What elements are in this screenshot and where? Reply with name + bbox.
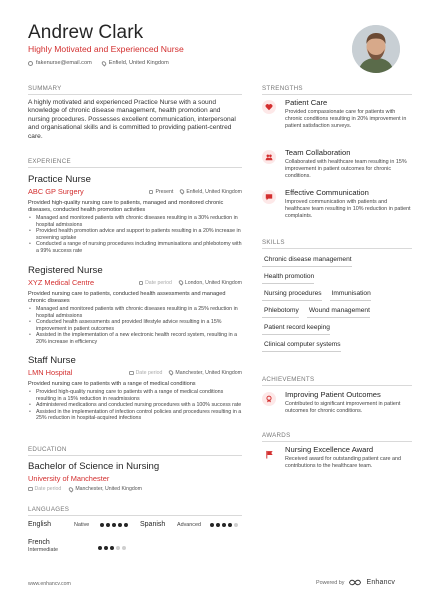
- location-pin-icon: [179, 189, 185, 195]
- strengths-divider: [262, 94, 412, 95]
- language-item: [28, 521, 128, 528]
- calendar-icon: [139, 281, 144, 286]
- calendar-icon: [149, 190, 154, 195]
- skill-tag: Clinical computer systems: [262, 339, 341, 352]
- skill-tag: Wound management: [307, 305, 370, 318]
- awards-divider: [262, 441, 412, 442]
- company-name: LMN Hospital: [28, 368, 73, 377]
- candidate-name: Andrew Clark: [28, 22, 144, 43]
- skill-tag: Nursing procedures: [262, 288, 322, 301]
- skill-tag: Immunisation: [330, 288, 371, 301]
- contact-line: [28, 60, 169, 66]
- job-bullets: [28, 389, 242, 422]
- school-name: University of Manchester: [28, 474, 110, 483]
- location-pin-icon: [178, 280, 184, 286]
- job-bullet: • Administered medications and conducted nursing procedures with a 100% success rate: [28, 402, 242, 409]
- email-icon: [28, 61, 33, 66]
- job-entry: [28, 174, 242, 255]
- skills-heading: SKILLS: [262, 239, 285, 246]
- rating-dot: [106, 523, 110, 527]
- flag-icon: [262, 447, 276, 461]
- award-item: [262, 445, 412, 470]
- location-text: Enfield, United Kingdom: [108, 60, 169, 66]
- rating-dot: [216, 523, 220, 527]
- strengths-heading: STRENGTHS: [262, 85, 303, 92]
- location-pin-icon: [68, 486, 74, 492]
- achievements-divider: [262, 385, 412, 386]
- rating-dot: [118, 523, 122, 527]
- skill-tag: Phlebotomy: [262, 305, 299, 318]
- rating-dot: [112, 523, 116, 527]
- job-description: Provided nursing care to patients with a range of medical conditions: [28, 381, 196, 387]
- calendar-icon: [129, 371, 134, 376]
- chat-icon: [262, 190, 276, 204]
- enhancv-logo-icon: [349, 579, 361, 586]
- rating-dot: [104, 546, 108, 550]
- rating-dot: [228, 523, 232, 527]
- job-description: Provided nursing care to patients, conducted health assessments and managed chronic diseases: [28, 291, 226, 304]
- rating-dot: [116, 546, 120, 550]
- job-bullet: • Conducted health assessments and provided lifestyle advice resulting in a 15% improvement in patient outcomes: [28, 319, 242, 332]
- award-icon: [262, 392, 276, 406]
- strength-title: Team Collaboration: [285, 148, 351, 157]
- achievement-title: Improving Patient Outcomes: [285, 390, 381, 399]
- skills-list: [262, 254, 412, 356]
- job-title: Registered Nurse: [28, 265, 103, 276]
- skill-tag: Chronic disease management: [262, 254, 352, 267]
- achievement-description: Contributed to significant improvement in patient outcomes for chronic conditions.: [285, 401, 401, 414]
- summary-text: A highly motivated and experienced Practice Nurse with a sound knowledge of chronic disease management, health promotion and nursing procedures. Possesses excellent communication, interpersonal and organisational skills and is committed to providing patient-centred care.: [28, 99, 236, 140]
- awards-heading: AWARDS: [262, 432, 291, 439]
- language-rating: [98, 546, 126, 550]
- skill-tag: Health promotion: [262, 271, 314, 284]
- job-bullets: [28, 306, 242, 346]
- award-title: Nursing Excellence Award: [285, 445, 374, 454]
- language-name: French: [28, 539, 50, 546]
- rating-dot: [124, 523, 128, 527]
- language-name: English: [28, 521, 51, 528]
- rating-dot: [222, 523, 226, 527]
- location-pin-icon: [168, 370, 174, 376]
- education-divider: [28, 455, 242, 456]
- language-item: [140, 521, 242, 528]
- rating-dot: [122, 546, 126, 550]
- award-description: Received award for outstanding patient care and contributions to the healthcare team.: [285, 456, 401, 469]
- education-heading: EDUCATION: [28, 446, 67, 453]
- job-description: Provided high-quality nursing care to patients, managed and monitored chronic diseases, conducted health promotion activities: [28, 200, 224, 213]
- languages-divider: [28, 515, 242, 516]
- job-bullet: • Managed and monitored patients with chronic diseases resulting in a 25% reduction in hospital admissions: [28, 306, 242, 319]
- strength-description: Improved communication with patients and healthcare team resulting in 10% reduction in patient complaints.: [285, 199, 411, 219]
- footer-website[interactable]: www.enhancv.com: [28, 581, 71, 587]
- degree-title: Bachelor of Science in Nursing: [28, 461, 160, 472]
- language-level: Intermediate: [28, 547, 58, 553]
- strength-title: Patient Care: [285, 98, 328, 107]
- language-name: Spanish: [140, 521, 166, 528]
- rating-dot: [100, 523, 104, 527]
- powered-by-text: Powered by: [316, 579, 345, 586]
- job-location: Enfield, United Kingdom: [180, 189, 242, 195]
- heart-icon: [262, 100, 276, 114]
- email-contact[interactable]: [28, 60, 92, 66]
- location-pin-icon: [101, 60, 107, 66]
- calendar-icon: [28, 487, 33, 492]
- strength-item: [262, 188, 412, 219]
- company-name: XYZ Medical Centre: [28, 278, 95, 287]
- job-bullet: • Conducted a range of nursing procedures including immunisations and phlebotomy with a 99% success rate: [28, 241, 242, 254]
- company-name: ABC GP Surgery: [28, 187, 84, 196]
- job-location: Manchester, United Kingdom: [169, 370, 242, 376]
- job-period: Present: [149, 189, 173, 195]
- achievement-item: [262, 390, 412, 415]
- experience-divider: [28, 167, 242, 168]
- job-period: Date period: [139, 280, 172, 286]
- education-location: Manchester, United Kingdom: [69, 486, 142, 492]
- job-bullets: [28, 215, 242, 255]
- education-meta: [28, 486, 142, 492]
- skill-tag: Patient record keeping: [262, 322, 330, 335]
- job-entry: [28, 265, 242, 346]
- job-bullet: • Provided health promotion advice and support to patients resulting in a 20% increase in screening uptake: [28, 228, 242, 241]
- rating-dot: [234, 523, 238, 527]
- email-text: fakenurse@email.com: [36, 60, 92, 66]
- strength-title: Effective Communication: [285, 188, 369, 197]
- rating-dot: [210, 523, 214, 527]
- job-location: London, United Kingdom: [179, 280, 242, 286]
- location-contact: [102, 60, 169, 66]
- job-bullet: • Assisted in the implementation of infection control policies and procedures resulting in a 25% reduction in hospital-acquired infections: [28, 409, 242, 422]
- job-bullet: • Managed and monitored patients with chronic diseases resulting in a 30% reduction in hospital admissions: [28, 215, 242, 228]
- job-bullet: • Assisted in the implementation of a new electronic health record system, resulting in a 20% increase in efficiency: [28, 332, 242, 345]
- avatar-portrait-icon: [352, 25, 400, 73]
- job-period: Date period: [129, 370, 162, 376]
- job-title: Practice Nurse: [28, 174, 91, 185]
- language-rating: [100, 523, 128, 527]
- education-period: Date period: [28, 486, 61, 492]
- strength-item: [262, 98, 412, 129]
- team-icon: [262, 150, 276, 164]
- rating-dot: [110, 546, 114, 550]
- language-rating: [210, 523, 238, 527]
- job-title: Staff Nurse: [28, 355, 76, 366]
- languages-heading: LANGUAGES: [28, 506, 70, 513]
- language-item: [28, 539, 128, 553]
- strength-item: [262, 148, 412, 179]
- skills-divider: [262, 248, 412, 249]
- summary-divider: [28, 94, 242, 95]
- strength-description: Collaborated with healthcare team resulting in 15% improvement in patient outcomes for chronic conditions.: [285, 159, 407, 179]
- rating-dot: [98, 546, 102, 550]
- language-level: Native: [74, 521, 90, 528]
- strength-description: Provided compassionate care for patients with chronic conditions resulting in 20% improvement in patient satisfaction surveys.: [285, 109, 407, 129]
- job-bullet: • Provided high-quality nursing care to patients with a range of medical conditions resulting in a 15% reduction in readmissions: [28, 389, 242, 402]
- summary-heading: SUMMARY: [28, 85, 62, 92]
- job-entry: [28, 355, 242, 422]
- language-level: Advanced: [177, 521, 201, 528]
- avatar: [352, 25, 400, 73]
- experience-heading: EXPERIENCE: [28, 158, 71, 165]
- achievements-heading: ACHIEVEMENTS: [262, 376, 315, 383]
- brand-name: Enhancv: [366, 579, 396, 586]
- footer-branding[interactable]: [316, 579, 395, 586]
- candidate-tagline: Highly Motivated and Experienced Nurse: [28, 44, 184, 54]
